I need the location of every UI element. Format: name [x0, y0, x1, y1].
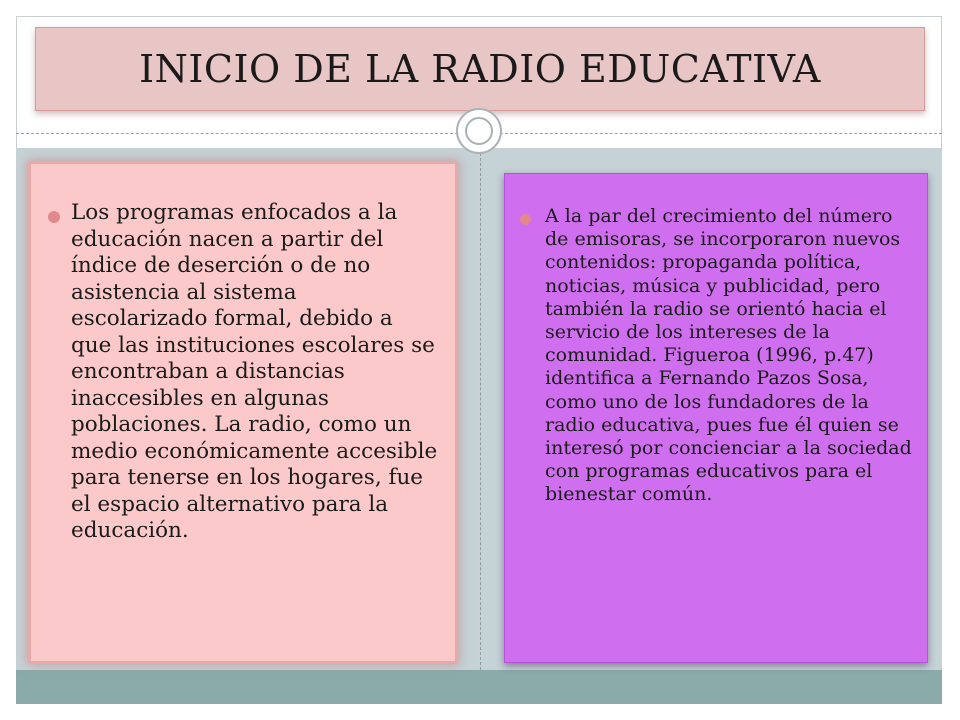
- center-divider: [480, 148, 481, 670]
- circle-ornament-icon: [456, 108, 502, 154]
- left-bullet-item: [48, 200, 438, 545]
- slide-title: INICIO DE LA RADIO EDUCATIVA: [139, 47, 821, 91]
- title-box: [35, 27, 925, 111]
- right-bullet-item: [520, 205, 915, 507]
- left-panel-text: Los programas enfocados a la educación nacen a partir del índice de deserción o de no asistencia al sistema escolarizado formal, debido a que las instituciones escolares se encontraban a distancias inaccesibles en algunas poblaciones. La radio, como un medio económicamente accesible para tenerse en los hogares, fue el espacio alternativo para la educación.: [71, 200, 438, 543]
- bullet-icon: [48, 211, 60, 223]
- bullet-icon: [520, 214, 531, 225]
- right-panel-text: A la par del crecimiento del número de emisoras, se incorporaron nuevos contenidos: propaganda política, noticias, música y publicidad, pero también la radio se orientó hacia el servicio de los intereses de la comunidad. Figueroa (1996, p.47) identifica a Fernando Pazos Sosa, como uno de los fundadores de la radio educativa, pues fue él quien se interesó por concienciar a la sociedad con programas educativos para el bienestar común.: [545, 205, 912, 506]
- footer-band: [16, 670, 942, 704]
